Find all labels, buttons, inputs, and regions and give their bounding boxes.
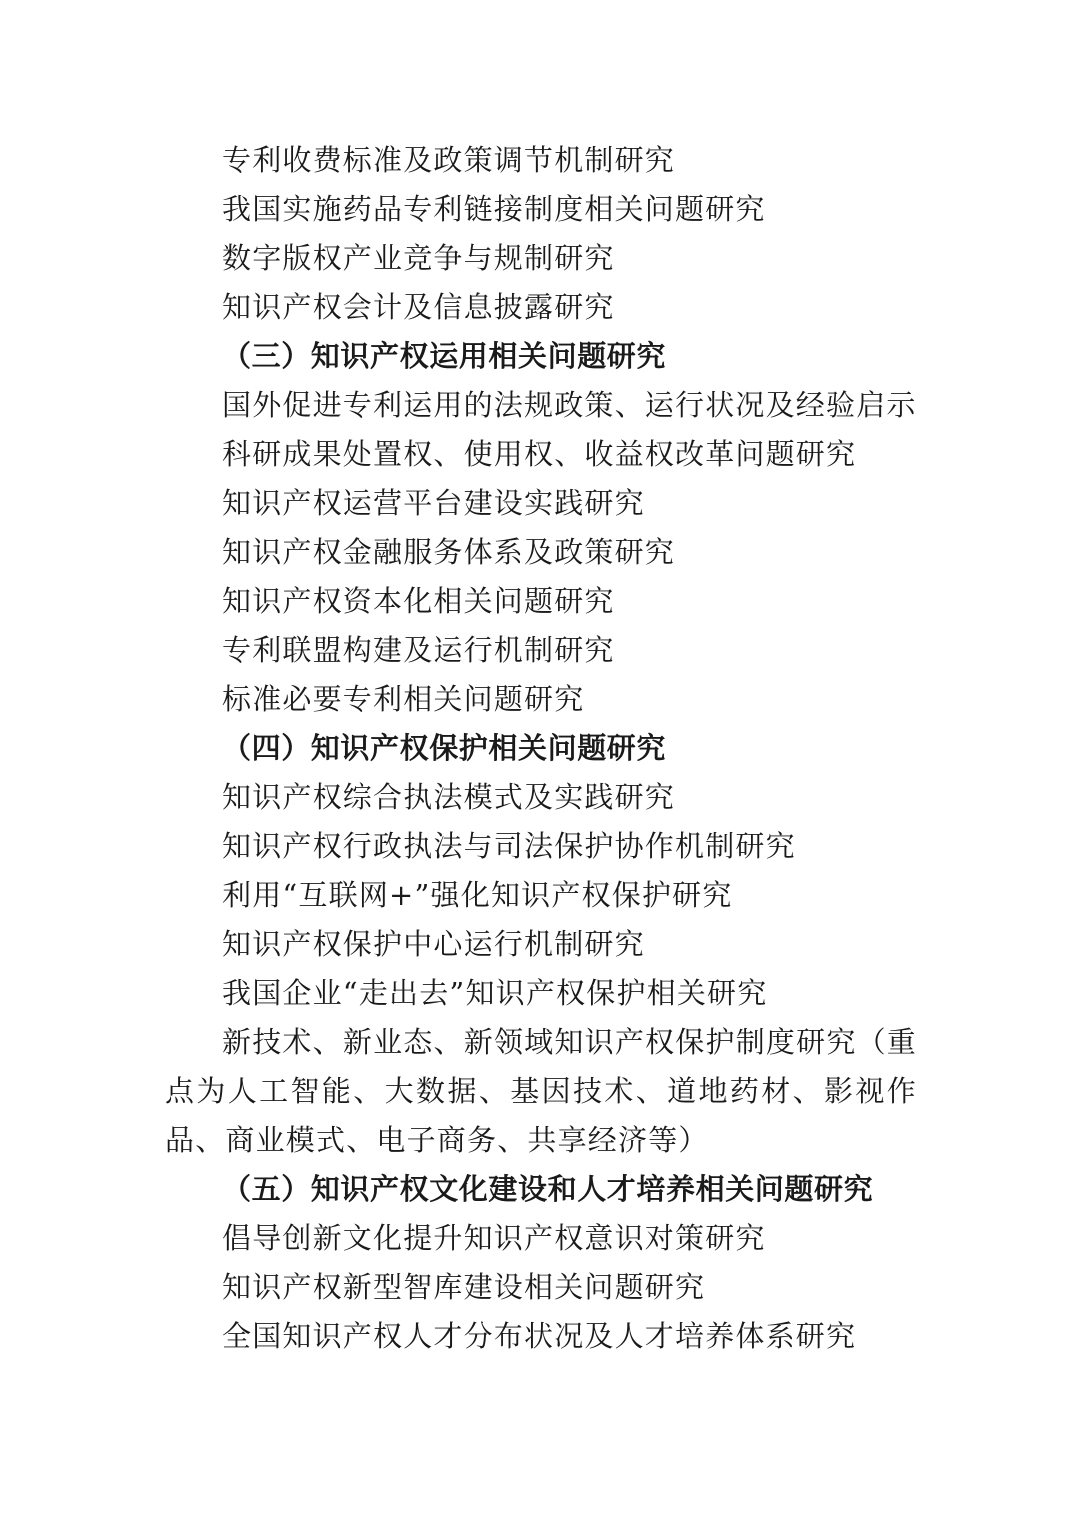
section-heading-4: （四）知识产权保护相关问题研究	[222, 731, 667, 765]
topic-item: 倡导创新文化提升知识产权意识对策研究	[222, 1221, 766, 1255]
topic-item: 全国知识产权人才分布状况及人才培养体系研究	[222, 1319, 857, 1353]
section-heading-3: （三）知识产权运用相关问题研究	[222, 339, 667, 373]
topic-item: 我国企业“走出去”知识产权保护相关研究	[222, 976, 768, 1010]
topic-item: 知识产权保护中心运行机制研究	[222, 927, 645, 961]
topic-item: 专利收费标准及政策调节机制研究	[222, 143, 676, 177]
topic-item: 国外促进专利运用的法规政策、运行状况及经验启示	[222, 388, 917, 422]
topic-item: 利用“互联网+”强化知识产权保护研究	[222, 878, 733, 912]
topic-item: 专利联盟构建及运行机制研究	[222, 633, 615, 667]
topic-item: 科研成果处置权、使用权、收益权改革问题研究	[222, 437, 857, 471]
topic-item: 知识产权金融服务体系及政策研究	[222, 535, 676, 569]
topic-item: 我国实施药品专利链接制度相关问题研究	[222, 192, 766, 226]
topic-item: 知识产权综合执法模式及实践研究	[222, 780, 676, 814]
topic-item-long: 新技术、新业态、新领域知识产权保护制度研究（重点为人工智能、大数据、基因技术、道地药材、影视作品、商业模式、电子商务、共享经济等）	[165, 1025, 917, 1157]
topic-item: 知识产权资本化相关问题研究	[222, 584, 615, 618]
document-body	[165, 136, 917, 1361]
topic-item: 知识产权新型智库建设相关问题研究	[222, 1270, 706, 1304]
topic-item: 标准必要专利相关问题研究	[222, 682, 585, 716]
topic-item: 数字版权产业竞争与规制研究	[222, 241, 615, 275]
section-heading-5: （五）知识产权文化建设和人才培养相关问题研究	[222, 1172, 874, 1206]
topic-item: 知识产权运营平台建设实践研究	[222, 486, 645, 520]
topic-item: 知识产权行政执法与司法保护协作机制研究	[222, 829, 796, 863]
topic-item: 知识产权会计及信息披露研究	[222, 290, 615, 324]
